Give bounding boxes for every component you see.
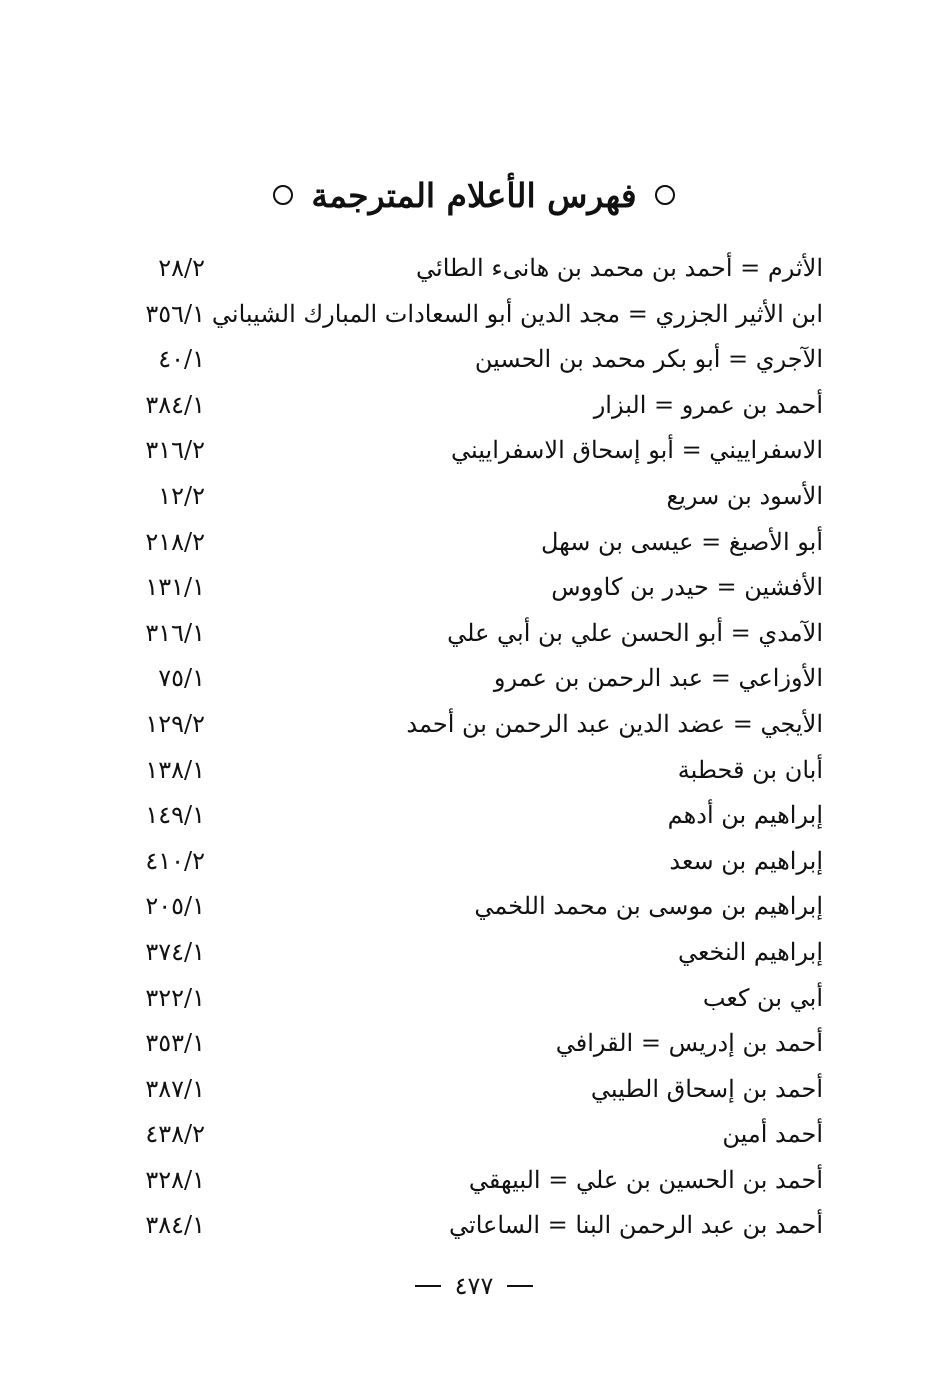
index-entry	[0, 522, 948, 568]
entry-ref: ١٢/٢	[158, 481, 205, 510]
index-entry	[0, 978, 948, 1024]
entry-ref: ٢١٨/٢	[145, 527, 205, 556]
index-entry	[0, 1160, 948, 1206]
index-entry	[0, 1023, 948, 1069]
entry-name: الاسفراييني = أبو إسحاق الاسفراييني	[451, 436, 823, 465]
circle-ornament-icon	[273, 185, 293, 205]
index-entry	[0, 430, 948, 476]
index-entry	[0, 339, 948, 385]
dash-ornament-icon	[415, 1285, 441, 1287]
entry-ref: ١٣١/١	[145, 573, 205, 602]
entry-name: أحمد بن الحسين بن علي = البيهقي	[468, 1165, 823, 1194]
entry-ref: ٤١٠/٢	[145, 846, 205, 875]
entry-ref: ٣١٦/٢	[145, 436, 205, 465]
page-footer	[0, 1272, 948, 1300]
entry-name: أحمد بن إدريس = القرافي	[555, 1029, 823, 1058]
index-list	[0, 248, 948, 1251]
entry-ref: ٣١٦/١	[145, 618, 205, 647]
entry-name: إبراهيم بن سعد	[669, 846, 823, 875]
circle-ornament-icon	[655, 185, 675, 205]
entry-name: إبراهيم النخعي	[677, 937, 823, 966]
entry-ref: ٤٠/١	[158, 345, 205, 374]
entry-name: أبان بن قحطبة	[677, 755, 823, 784]
index-entry	[0, 704, 948, 750]
index-entry	[0, 658, 948, 704]
entry-name: أحمد بن عمرو = البزار	[593, 390, 823, 419]
entry-name: إبراهيم بن أدهم	[667, 801, 823, 830]
entry-ref: ١٢٩/٢	[145, 709, 205, 738]
index-entry	[0, 1205, 948, 1251]
dash-ornament-icon	[507, 1285, 533, 1287]
entry-name: أحمد بن عبد الرحمن البنا = الساعاتي	[449, 1211, 823, 1240]
entry-name: أبي بن كعب	[702, 983, 823, 1012]
entry-ref: ٤٣٨/٢	[145, 1120, 205, 1149]
entry-ref: ١٣٨/١	[145, 755, 205, 784]
entry-name: الأيجي = عضد الدين عبد الرحمن بن أحمد	[406, 709, 823, 738]
index-entry	[0, 567, 948, 613]
entry-ref: ٣٨٤/١	[145, 390, 205, 419]
entry-ref: ١٤٩/١	[145, 801, 205, 830]
entry-ref: ٢٠٥/١	[145, 892, 205, 921]
index-entry	[0, 1114, 948, 1160]
title-row	[0, 170, 948, 220]
entry-name: الآجري = أبو بكر محمد بن الحسين	[474, 345, 823, 374]
index-entry	[0, 750, 948, 796]
index-entry	[0, 932, 948, 978]
entry-ref: ٣٥٣/١	[145, 1029, 205, 1058]
entry-name: الآمدي = أبو الحسن علي بن أبي علي	[447, 618, 823, 647]
index-entry	[0, 248, 948, 294]
entry-ref: ٣٢٨/١	[145, 1165, 205, 1194]
entry-name: الأثرم = أحمد بن محمد بن هانىء الطائي	[416, 254, 823, 282]
entry-ref: ٢٨/٢	[158, 254, 205, 282]
entry-ref: ٣٧٤/١	[145, 937, 205, 966]
index-entry	[0, 613, 948, 659]
entry-ref: ٣٢٢/١	[145, 983, 205, 1012]
entry-name: الأفشين = حيدر بن كاووس	[551, 573, 823, 602]
entry-name: الأسود بن سريع	[666, 481, 823, 510]
entry-name: أحمد بن إسحاق الطيبي	[590, 1074, 823, 1103]
entry-name: أبو الأصبغ = عيسى بن سهل	[540, 527, 823, 556]
entry-ref: ٣٨٤/١	[145, 1211, 205, 1240]
index-entry	[0, 476, 948, 522]
entry-ref: ٣٥٦/١	[145, 299, 205, 328]
entry-name: أحمد أمين	[722, 1120, 823, 1149]
index-entry	[0, 294, 948, 340]
entry-ref: ٧٥/١	[158, 664, 205, 693]
page-title: فهرس الأعلام المترجمة	[311, 175, 637, 215]
index-entry	[0, 841, 948, 887]
entry-ref: ٣٨٧/١	[145, 1074, 205, 1103]
index-entry	[0, 1069, 948, 1115]
entry-name: ابن الأثير الجزري = مجد الدين أبو السعادات المبارك الشيباني	[211, 299, 823, 328]
index-entry	[0, 385, 948, 431]
page-number: ٤٧٧	[454, 1272, 494, 1300]
index-entry	[0, 795, 948, 841]
index-entry	[0, 886, 948, 932]
entry-name: الأوزاعي = عبد الرحمن بن عمرو	[493, 664, 823, 693]
entry-name: إبراهيم بن موسى بن محمد اللخمي	[474, 892, 823, 921]
